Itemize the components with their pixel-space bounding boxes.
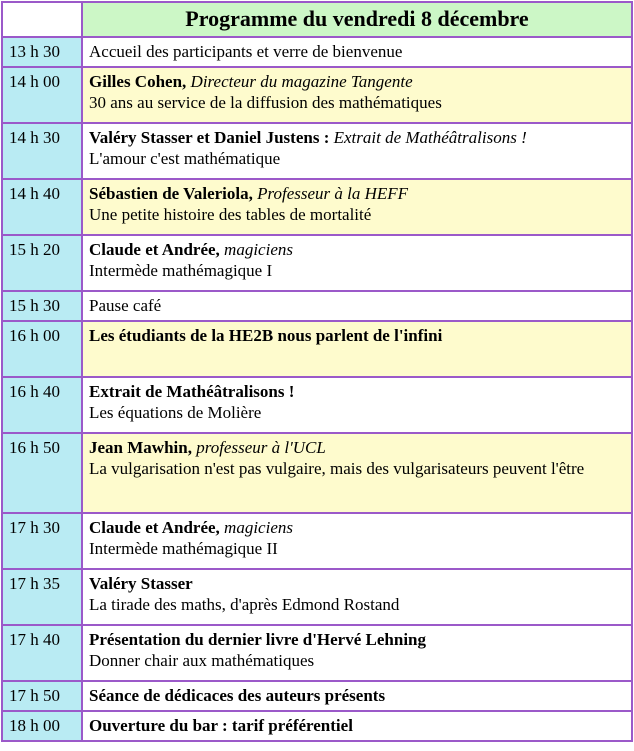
event-cell <box>82 37 632 67</box>
page-title: Programme du vendredi 8 décembre <box>82 2 632 37</box>
talk-title: 30 ans au service de la diffusion des mathématiques <box>89 93 442 112</box>
time-cell: 17 h 30 <box>2 513 82 569</box>
speaker-name: Jean Mawhin, <box>89 438 192 457</box>
talk-title: La vulgarisation n'est pas vulgaire, mais des vulgarisateurs peuvent l'être <box>89 459 585 478</box>
speaker-role: magiciens <box>219 518 293 537</box>
event-cell <box>82 321 632 377</box>
speaker-name: Claude et Andrée, <box>89 240 220 259</box>
speaker-role: magiciens <box>219 240 293 259</box>
table-row <box>2 123 632 179</box>
event-cell <box>82 681 632 711</box>
speaker-role: professeur à l'UCL <box>191 438 326 457</box>
event-cell <box>82 711 632 741</box>
table-row <box>2 711 632 741</box>
event-cell <box>82 67 632 123</box>
event-cell <box>82 625 632 681</box>
talk-title: L'amour c'est mathématique <box>89 149 281 168</box>
speaker-name: Claude et Andrée, <box>89 518 220 537</box>
event-title: Ouverture du bar : tarif préférentiel <box>89 716 353 735</box>
speaker-role: Extrait de Mathéâtralisons ! <box>329 128 527 147</box>
event-title: Séance de dédicaces des auteurs présents <box>89 686 386 705</box>
talk-title: Une petite histoire des tables de mortalité <box>89 205 372 224</box>
speaker-role: Directeur du magazine Tangente <box>186 72 413 91</box>
header-corner <box>2 2 82 37</box>
time-cell: 13 h 30 <box>2 37 82 67</box>
event-cell <box>82 377 632 433</box>
event-title: Extrait de Mathéâtralisons ! <box>89 382 295 401</box>
table-row <box>2 291 632 321</box>
time-cell: 17 h 40 <box>2 625 82 681</box>
event-cell <box>82 569 632 625</box>
event-cell <box>82 291 632 321</box>
table-row <box>2 179 632 235</box>
time-cell: 15 h 30 <box>2 291 82 321</box>
talk-title: Intermède mathémagique II <box>89 539 278 558</box>
event-cell <box>82 179 632 235</box>
talk-title: La tirade des maths, d'après Edmond Rostand <box>89 595 400 614</box>
table-row <box>2 625 632 681</box>
talk-title: Donner chair aux mathématiques <box>89 651 315 670</box>
table-row <box>2 67 632 123</box>
talk-title: Les équations de Molière <box>89 403 262 422</box>
time-cell: 14 h 30 <box>2 123 82 179</box>
event-title: Présentation du dernier livre d'Hervé Lehning <box>89 630 426 649</box>
table-row <box>2 681 632 711</box>
time-cell: 14 h 40 <box>2 179 82 235</box>
event-text: Pause café <box>89 296 162 315</box>
table-row <box>2 433 632 513</box>
programme-table <box>1 1 633 742</box>
time-cell: 16 h 50 <box>2 433 82 513</box>
table-row <box>2 235 632 291</box>
time-cell: 16 h 00 <box>2 321 82 377</box>
talk-title: Intermède mathémagique I <box>89 261 273 280</box>
table-row <box>2 321 632 377</box>
header-row <box>2 2 632 37</box>
event-text: Accueil des participants et verre de bienvenue <box>89 42 403 61</box>
table-row <box>2 513 632 569</box>
time-cell: 14 h 00 <box>2 67 82 123</box>
event-cell <box>82 123 632 179</box>
event-cell <box>82 235 632 291</box>
table-row <box>2 569 632 625</box>
speaker-name: Valéry Stasser <box>89 574 193 593</box>
table-row <box>2 37 632 67</box>
speaker-name: Sébastien de Valeriola, <box>89 184 253 203</box>
time-cell: 17 h 50 <box>2 681 82 711</box>
time-cell: 18 h 00 <box>2 711 82 741</box>
event-cell <box>82 433 632 513</box>
time-cell: 17 h 35 <box>2 569 82 625</box>
speaker-role: Professeur à la HEFF <box>252 184 409 203</box>
table-row <box>2 377 632 433</box>
event-title: Les étudiants de la HE2B nous parlent de l'infini <box>89 326 443 345</box>
speaker-name: Valéry Stasser et Daniel Justens : <box>89 128 330 147</box>
time-cell: 16 h 40 <box>2 377 82 433</box>
speaker-name: Gilles Cohen, <box>89 72 187 91</box>
event-cell <box>82 513 632 569</box>
time-cell: 15 h 20 <box>2 235 82 291</box>
